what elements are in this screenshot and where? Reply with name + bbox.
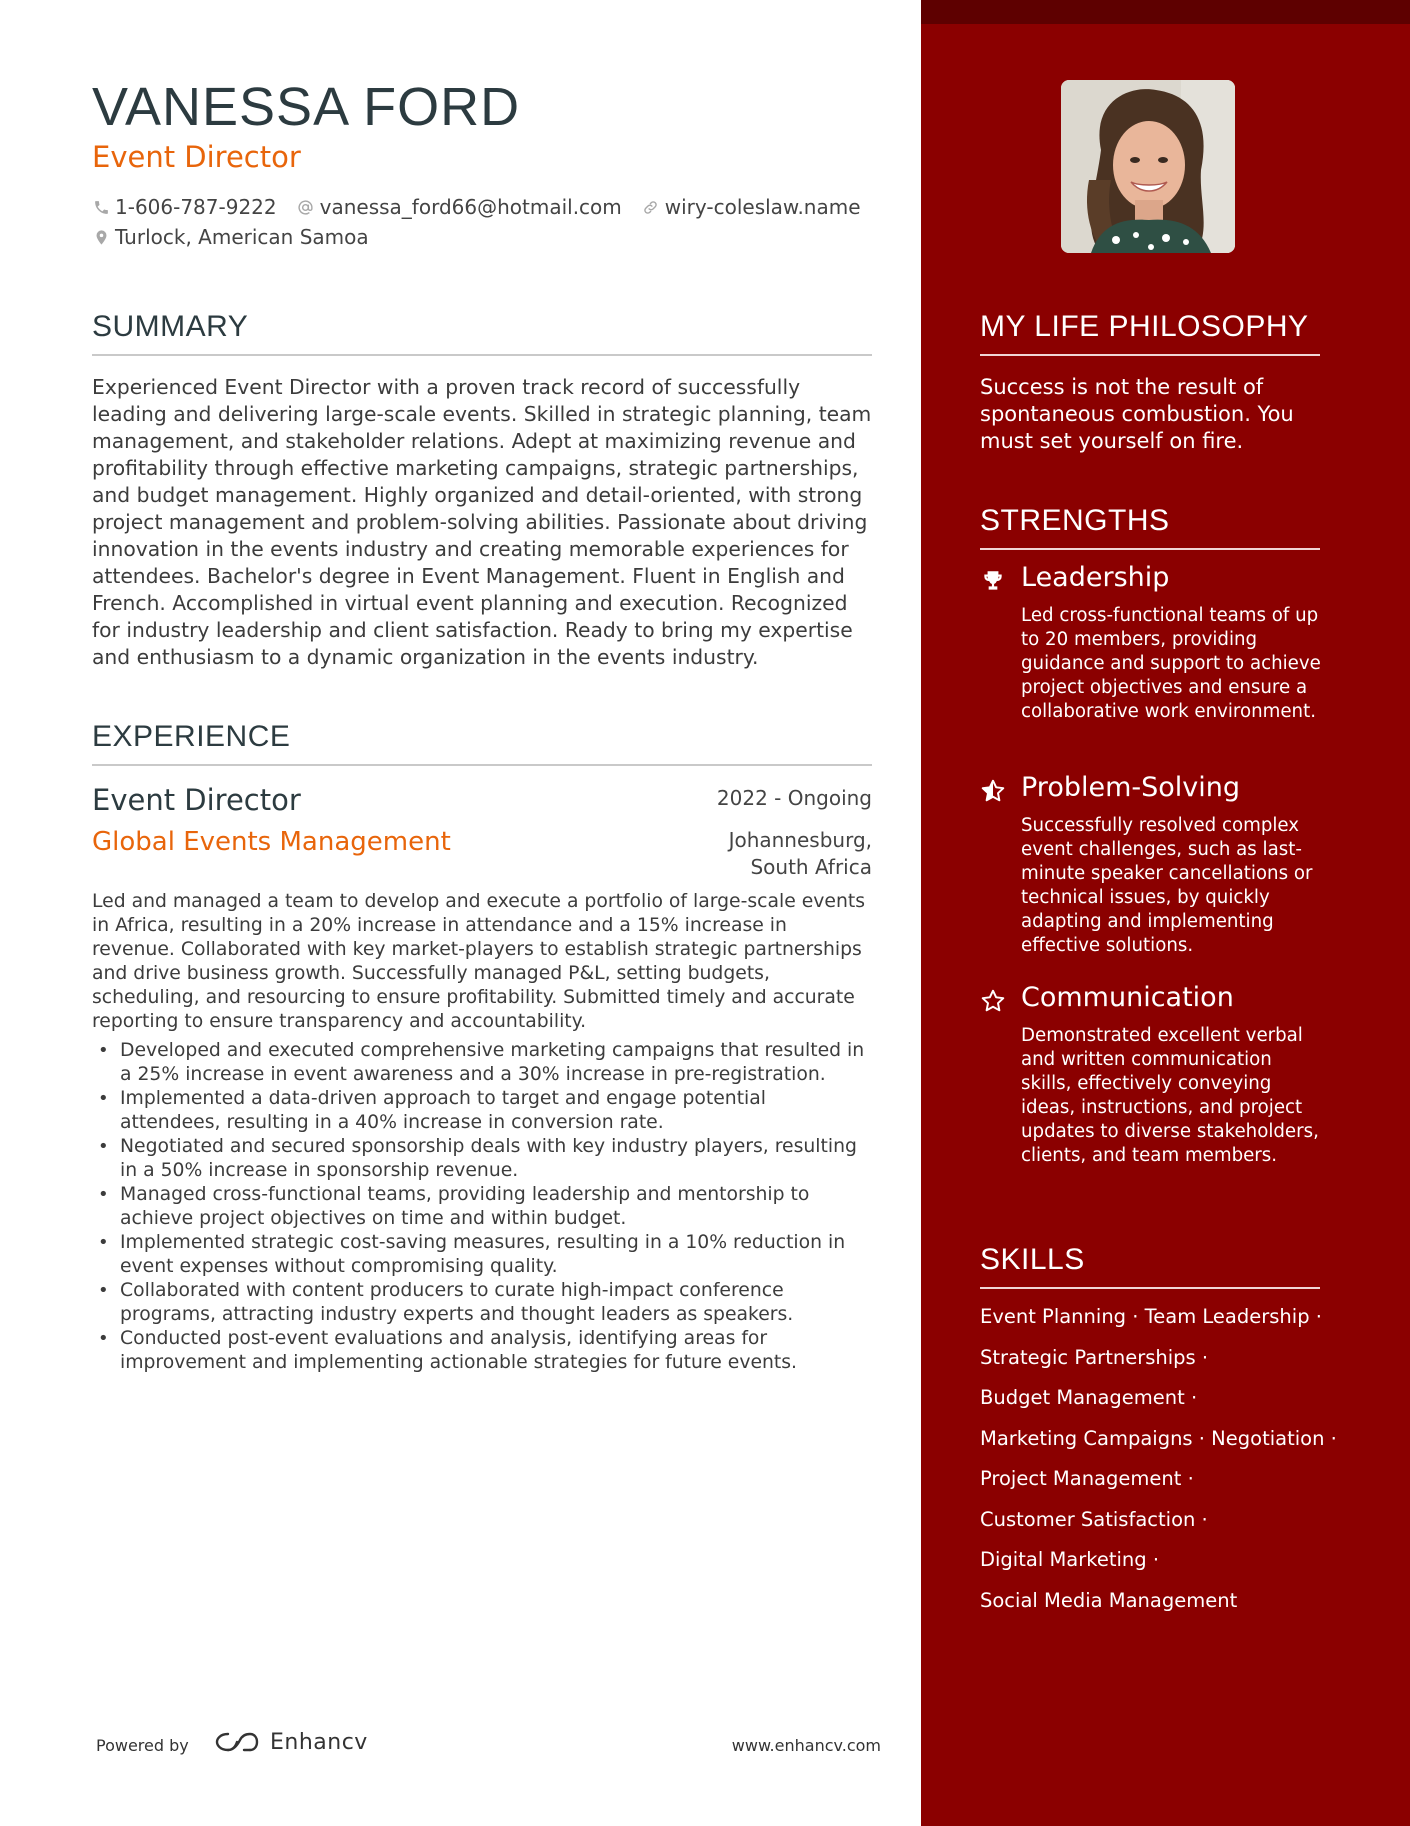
bullet-text: Implemented strategic cost-saving measures, resulting in a 10% reduction in event expenses without compromising quality. bbox=[120, 1232, 846, 1277]
sidebar bbox=[921, 0, 1410, 1826]
candidate-name: VANESSA FORD bbox=[92, 77, 521, 137]
strength-title: Communication bbox=[1021, 982, 1234, 1013]
skill-line: Event Planning · Team Leadership · bbox=[980, 1305, 1322, 1328]
phone-text[interactable]: 1-606-787-9222 bbox=[115, 195, 277, 219]
skill-line: Social Media Management bbox=[980, 1588, 1238, 1612]
skill-line: Project Management · bbox=[980, 1467, 1194, 1490]
contact-info bbox=[92, 192, 872, 252]
email-contact bbox=[297, 195, 622, 219]
skill-line: Digital Marketing · bbox=[980, 1548, 1160, 1571]
experience-dates: 2022 - Ongoing bbox=[716, 786, 872, 810]
summary-text: Experienced Event Director with a proven track record of successfully leading and delivering large-scale events. Skilled in strategic planning, team management, and stakeholder relations. Adept at maximizing revenue and profitability through effective marketing campaigns, strategic partnerships, and budget management. Highly organized and detail-oriented, with strong project management and problem-solving abilities. Passionate about driving innovation in the events industry and creating memorable experiences for attendees. Bachelor's degree in Event Management. Fluent in English and French. Accomplished in virtual event planning and execution. Recognized for industry leadership and client satisfaction. Ready to bring my expertise and enthusiasm to a dynamic organization in the events industry. bbox=[92, 375, 872, 669]
philosophy-heading: MY LIFE PHILOSOPHY bbox=[980, 310, 1320, 356]
bullet-text: Developed and executed comprehensive marketing campaigns that resulted in a 25% increase in event awareness and a 30% increase in pre-registration. bbox=[120, 1040, 865, 1085]
location-pin-icon bbox=[92, 227, 110, 247]
sidebar-top-bar bbox=[921, 0, 1410, 24]
strength-text: Successfully resolved complex event challenges, such as last-minute speaker cancellations or technical issues, by quickly adapting and implementing effective solutions. bbox=[1021, 815, 1313, 956]
phone-contact bbox=[92, 195, 277, 219]
experience-location-line1: Johannesburg, bbox=[728, 828, 872, 852]
location-contact bbox=[92, 225, 369, 249]
skill-line: Marketing Campaigns · Negotiation · bbox=[980, 1426, 1337, 1450]
bullet-item: • Collaborated with content producers to curate high-impact conference programs, attracting industry experts and thought leaders as speakers. bbox=[98, 1280, 794, 1325]
bullet-text: Negotiated and secured sponsorship deals with key industry players, resulting in a 50% increase in sponsorship revenue. bbox=[120, 1136, 857, 1181]
location-text: Turlock, American Samoa bbox=[115, 225, 369, 249]
experience-location-line2: South Africa bbox=[750, 855, 872, 879]
skill-line: Strategic Partnerships · bbox=[980, 1345, 1209, 1369]
philosophy-text: Success is not the result of spontaneous combustion. You must set yourself on fire. bbox=[980, 375, 1294, 453]
footer-website[interactable]: www.enhancv.com bbox=[731, 1736, 881, 1755]
experience-role: Event Director bbox=[92, 783, 301, 817]
bullet-item: • Implemented strategic cost-saving measures, resulting in a 10% reduction in event expenses without compromising quality. bbox=[98, 1232, 846, 1277]
skill-line: Budget Management · bbox=[980, 1386, 1198, 1409]
trophy-icon bbox=[980, 568, 1006, 594]
star-outline-icon bbox=[980, 988, 1006, 1014]
skills-list bbox=[980, 1305, 1337, 1629]
bullet-text: Conducted post-event evaluations and analysis, identifying areas for improvement and implementing actionable strategies for future events. bbox=[120, 1328, 798, 1373]
website-contact bbox=[642, 195, 861, 219]
experience-location bbox=[672, 827, 872, 881]
powered-by-label: Powered by bbox=[96, 1736, 189, 1755]
half-star-icon bbox=[980, 778, 1006, 804]
strength-text: Led cross-functional teams of up to 20 members, providing guidance and support to achieve project objectives and ensure a collaborative work environment. bbox=[1021, 605, 1321, 722]
candidate-title: Event Director bbox=[92, 140, 301, 174]
bullet-item: • Implemented a data-driven approach to target and engage potential attendees, resulting in a 40% increase in conversion rate. bbox=[98, 1088, 766, 1133]
experience-bullets bbox=[92, 1039, 872, 1375]
website-text[interactable]: wiry-coleslaw.name bbox=[664, 195, 861, 219]
strengths-heading: STRENGTHS bbox=[980, 504, 1320, 550]
profile-photo bbox=[1061, 80, 1235, 253]
skills-heading: SKILLS bbox=[980, 1243, 1320, 1289]
strength-title: Problem-Solving bbox=[1021, 772, 1241, 803]
bullet-item: • Managed cross-functional teams, providing leadership and mentorship to achieve project objectives on time and within budget. bbox=[98, 1184, 810, 1229]
enhancv-logo-icon bbox=[214, 1728, 260, 1756]
email-text[interactable]: vanessa_ford66@hotmail.com bbox=[319, 195, 622, 219]
enhancv-logo[interactable] bbox=[214, 1728, 368, 1756]
bullet-item: • Conducted post-event evaluations and analysis, identifying areas for improvement and implementing actionable strategies for future events. bbox=[98, 1328, 798, 1373]
footer bbox=[96, 1728, 881, 1764]
skill-line: Customer Satisfaction · bbox=[980, 1507, 1208, 1531]
strength-title: Leadership bbox=[1021, 562, 1170, 593]
bullet-text: Implemented a data-driven approach to target and engage potential attendees, resulting in a 40% increase in conversion rate. bbox=[120, 1088, 766, 1133]
bullet-text: Collaborated with content producers to curate high-impact conference programs, attracting industry experts and thought leaders as speakers. bbox=[120, 1280, 794, 1325]
experience-company: Global Events Management bbox=[92, 827, 451, 857]
at-icon bbox=[297, 197, 315, 217]
strength-text: Demonstrated excellent verbal and written communication skills, effectively conveying ideas, instructions, and project updates to diverse stakeholders, clients, and team members. bbox=[1021, 1025, 1319, 1166]
experience-description: Led and managed a team to develop and execute a portfolio of large-scale events in Africa, resulting in a 20% increase in attendance and a 15% increase in revenue. Collaborated with key market-players to establish strategic partnerships and drive business growth. Successfully managed P&L, setting budgets, scheduling, and resourcing to ensure profitability. Submitted timely and accurate reporting to ensure transparency and accountability. bbox=[92, 891, 866, 1032]
phone-icon bbox=[92, 197, 110, 217]
summary-heading: SUMMARY bbox=[92, 310, 872, 356]
experience-heading: EXPERIENCE bbox=[92, 720, 872, 766]
bullet-text: Managed cross-functional teams, providing leadership and mentorship to achieve project objectives on time and within budget. bbox=[120, 1184, 810, 1229]
bullet-item: • Developed and executed comprehensive marketing campaigns that resulted in a 25% increase in event awareness and a 30% increase in pre-registration. bbox=[98, 1040, 865, 1085]
bullet-item: • Negotiated and secured sponsorship deals with key industry players, resulting in a 50% increase in sponsorship revenue. bbox=[98, 1136, 857, 1181]
brand-name: Enhancv bbox=[270, 1729, 368, 1755]
link-icon bbox=[642, 197, 660, 217]
